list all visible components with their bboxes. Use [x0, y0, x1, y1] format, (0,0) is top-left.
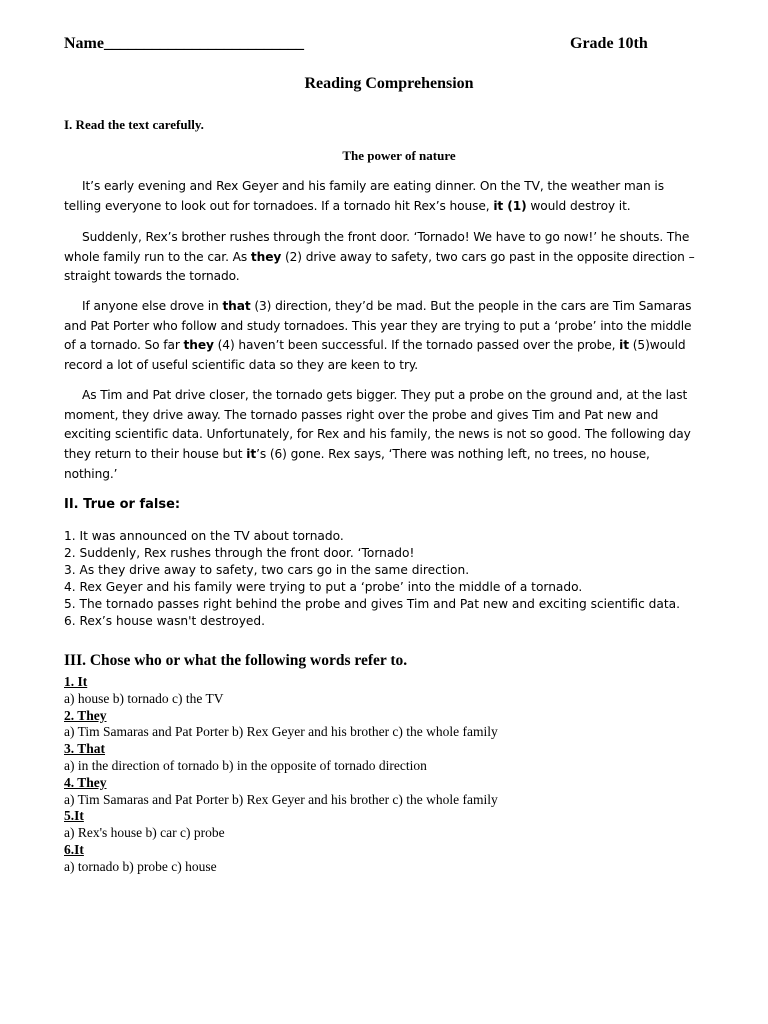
reference-word-1: it (1)	[493, 198, 527, 213]
name-label: Name	[64, 35, 104, 52]
reference-word-4: they	[183, 338, 214, 353]
paragraph-text: (2) drive away to safety, two cars go past in the opposite direction – straight towards the tornado.	[64, 249, 695, 284]
name-blank-line: _________________________	[103, 35, 304, 52]
question-options: a) in the direction of tornado b) in the opposite of tornado direction	[64, 757, 427, 773]
question-options: a) house b) tornado c) the TV	[64, 690, 224, 706]
story-paragraph-3	[64, 297, 704, 376]
true-false-item: 6. Rex’s house wasn't destroyed.	[64, 614, 266, 628]
story-paragraph-2	[64, 228, 704, 287]
paragraph-text: would destroy it.	[526, 198, 631, 213]
reference-word-6: it	[246, 447, 257, 462]
question-word: 3. That	[64, 741, 106, 757]
paragraph-text: (3) direction, they’d be mad. But the people in the cars are Tim Samaras and Pat Porter who follow and study tornadoes. This year they are trying to put a ‘probe’ into the middle of a tornado. So far	[64, 299, 692, 353]
question-word: 6.It	[64, 841, 84, 857]
story-paragraph-4	[64, 386, 704, 485]
reference-word-3: that	[222, 299, 251, 313]
paragraph-text: (5)would record a lot of useful scientific data so they are keen to try.	[64, 338, 686, 373]
paragraph-text: As Tim and Pat drive closer, the tornado gets bigger. They put a probe on the ground and, at the last moment, they drive away. The tornado passes right over the probe and gives Tim and Pat new and exciting scientific data. Unfortunately, for Rex and his family, the news is not so good. The following day they return to their house but	[64, 388, 691, 462]
true-false-item: 4. Rex Geyer and his family were trying to put a ‘probe’ into the middle of a tornado.	[64, 580, 583, 594]
question-options: a) Tim Samaras and Pat Porter b) Rex Geyer and his brother c) the whole family	[64, 724, 498, 740]
question-options: a) Rex's house b) car c) probe	[64, 825, 225, 841]
story-title: The power of nature	[342, 148, 456, 163]
section-2-heading: II. True or false:	[64, 497, 181, 512]
true-false-list	[64, 528, 724, 630]
true-false-item: 3. As they drive away to safety, two cars go in the same direction.	[64, 563, 470, 577]
paragraph-text: (4) haven’t been successful. If the tornado passed over the probe,	[213, 338, 620, 353]
reference-word-5: it	[619, 338, 629, 353]
section-1-heading: I. Read the text carefully.	[64, 117, 204, 132]
question-word: 5.It	[64, 808, 84, 824]
section-3-heading: III. Chose who or what the following words refer to.	[64, 652, 408, 669]
question-options: a) Tim Samaras and Pat Porter b) Rex Geyer and his brother c) the whole family	[64, 791, 498, 807]
paragraph-text: ’s (6) gone. Rex says, ‘There was nothing left, no trees, no house, nothing.’	[64, 447, 650, 481]
page-title: Reading Comprehension	[304, 75, 474, 92]
true-false-item: 5. The tornado passes right behind the probe and gives Tim and Pat new and exciting scientific data.	[64, 597, 680, 611]
true-false-item: 2. Suddenly, Rex rushes through the front door. ‘Tornado!	[64, 546, 415, 560]
question-word: 4. They	[64, 774, 107, 790]
paragraph-text: It’s early evening and Rex Geyer and his family are eating dinner. On the TV, the weather man is telling everyone to look out for tornadoes. If a tornado hit Rex’s house,	[64, 179, 664, 213]
true-false-item: 1. It was announced on the TV about tornado.	[64, 529, 344, 543]
story-paragraph-1	[64, 177, 704, 216]
question-options: a) tornado b) probe c) house	[64, 858, 217, 874]
reference-word-2: they	[250, 249, 282, 264]
reference-question-list	[64, 674, 724, 876]
grade-label: Grade 10th	[570, 35, 648, 52]
name-field	[64, 35, 304, 53]
question-word: 1. It	[64, 674, 88, 689]
question-word: 2. They	[64, 707, 107, 723]
paragraph-text: Suddenly, Rex’s brother rushes through the front door. ‘Tornado! We have to go now!’ he shouts. The whole family run to the car. As	[64, 230, 690, 264]
paragraph-text: If anyone else drove in	[82, 299, 223, 313]
